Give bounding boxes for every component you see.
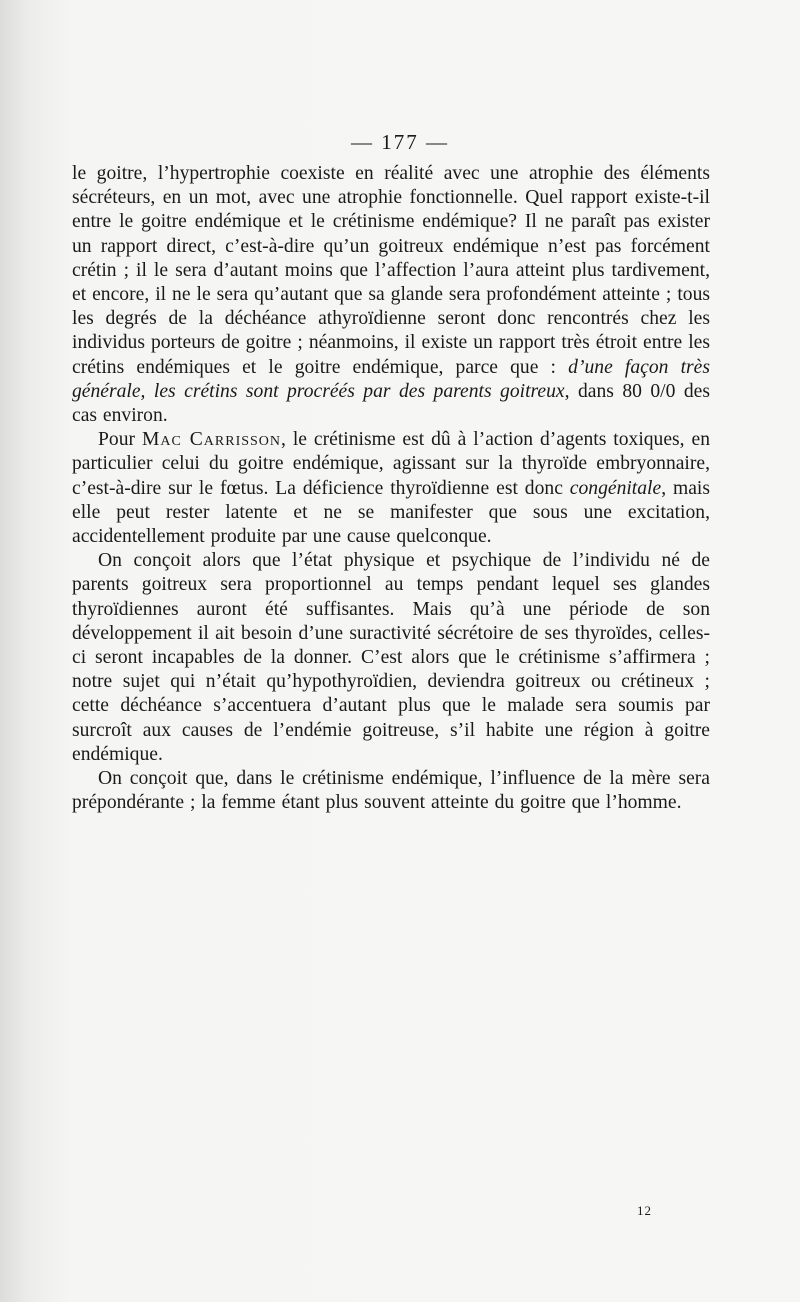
page-number: — 177 — [351, 130, 449, 154]
paragraph-2-text-a: Pour [98, 429, 142, 451]
paragraph-2-italic-emphasis: congénitale [569, 477, 662, 499]
signature-mark: 12 [637, 1203, 652, 1218]
paragraph-3 [72, 549, 710, 767]
paragraph-4 [72, 767, 710, 815]
paragraph-4-text: On conçoit que, dans le crétinisme endémique, l’influence de la mère sera prépondérante ; la femme étant plus souvent atteinte du goitre que l’homme. [72, 768, 710, 814]
paragraph-3-text: On conçoit alors que l’état physique et psychique de l’individu né de parents goitreux sera proportionnel au temps pendant lequel ses glandes thyroïdiennes auront été suffisantes. Mais qu’à une période de son développement il ait besoin d’une suractivité sécrétoire de ses thyroïdes, celles-ci seront incapables de la donner. C’est alors que le crétinisme s’affirmera ; notre sujet qui n’était qu’hypothyroïdien, deviendra goitreux ou crétineux ; cette déchéance s’accentuera d’autant plus que le malade sera soumis par surcroît aux causes de l’endémie goitreuse, s’il habite une région à goitre endémique. [72, 550, 710, 765]
body-text [72, 162, 710, 815]
paragraph-2-text-c: , mais elle peut rester latente et ne se manifester que sous une excitation, accidentellement produite par une cause quelconque. [72, 477, 710, 548]
paragraph-1-text-a: le goitre, l’hypertrophie coexiste en réalité avec une atrophie des éléments sécréteurs, en un mot, avec une atrophie fonctionnelle. Quel rapport existe-t-il entre le goitre endémique et le crétinisme endémique? Il ne paraît pas exister un rapport direct, c’est-à-dire qu’un goitreux endémique n’est pas forcément crétin ; il le sera d’autant moins que l’affection l’aura atteint plus tardivement, et encore, il ne le sera qu’autant que sa glande sera profondément atteinte ; tous les degrés de la déchéance athyroïdienne seront donc rencontrés chez les individus porteurs de goitre ; néanmoins, il existe un rapport très étroit entre les crétins endémiques et le goitre endémique, parce que : [72, 163, 710, 378]
paragraph-1-text-b: , dans 80 0/0 des cas environ. [72, 380, 710, 427]
author-name: Mac Carrisson [141, 429, 282, 451]
paragraph-2 [72, 428, 710, 549]
paragraph-2-text-b: , le crétinisme est dû à l’action d’agents toxiques, en particulier celui du goitre endémique, agissant sur la thyroïde embryonnaire, c’est-à-dire sur le fœtus. La déficience thyroïdienne est donc [72, 429, 710, 499]
paragraph-1 [72, 162, 710, 428]
paragraph-1-italic-emphasis: d’une façon très générale, les crétins sont procréés par des parents goitreux [72, 356, 710, 402]
